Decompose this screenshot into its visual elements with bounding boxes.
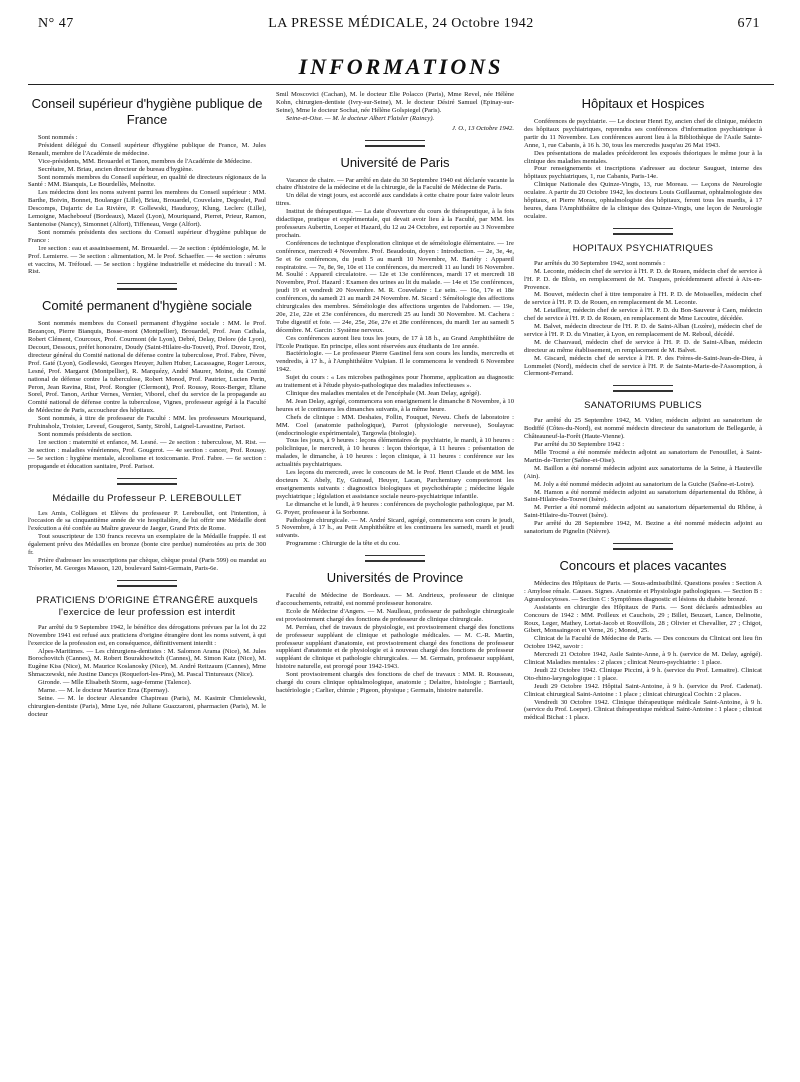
separator xyxy=(613,548,673,550)
paragraph: Les Amis, Collègues et Elèves du professeur P. Lereboullet, ont l'intention, à l'occasion de sa cinquantième année de vie hospitalière, de lui offrir une Médaille dont l'exécution a été confiée au Maître graveur de Jaeger, Grand Prix de Rome. xyxy=(28,509,266,533)
separator xyxy=(365,560,425,562)
section-title: HOPITAUX PSYCHIATRIQUES xyxy=(572,242,714,254)
paragraph: Jeudi 22 Octobre 1942. Clinique Piccini, à 9 h. (service du Prof. Lemaitre). Clinicat Oto-rhino-laryngologique : 1 place. xyxy=(524,666,762,682)
section-title: Conseil supérieur d'hygiène publique de France xyxy=(31,96,263,127)
separator xyxy=(117,288,177,290)
paragraph: Alpes-Maritimes. — Les chirurgiens-dentistes : M. Salomon Arama (Nice), M. Jules Borochovitch (Cannes), M. Robert Bourakhowitch (Cannes), M. Simon Katz (Nice), M. Eugène Kiss (Nice), M. Maurice Koslanosky (Nice), M. André Reitzaum (Cannes), Mme Shmaczewski, née Justine Dancys (Roquefort-les-Pins), M. Pascal Tintureaux (Nice). xyxy=(28,647,266,679)
journal-title: LA PRESSE MÉDICALE, 24 Octobre 1942 xyxy=(268,16,534,31)
paragraph: M. Jean Delay, agrégé, commencera son enseignement le dimanche 8 Novembre, à 10 heures et le continuera les dimanches suivants, à la même heure. xyxy=(276,397,514,413)
section-title: Concours et places vacantes xyxy=(559,557,727,573)
paragraph: 1re section : eau et assainissement, M. Brouardel. — 2e section : épidémiologie, M. le Prof. Lemierre. — 3e section : alimentation, M. le Prof. Schaeffer. — 4e section : sérums et vaccins, M. Tréfouel. — 5e section : hygiène industrielle et médecine du travail : M. Rist. xyxy=(28,244,266,276)
paragraph: Sont nommés présidents des sections du Conseil supérieur d'hygiène publique de France : xyxy=(28,228,266,244)
section-title: Universités de Province xyxy=(326,570,464,586)
separator xyxy=(613,385,673,386)
separator xyxy=(365,145,425,147)
separator xyxy=(613,228,673,229)
section-body xyxy=(28,320,266,470)
paragraph: Marne. — M. le docteur Maurice Erza (Epernay). xyxy=(38,687,170,695)
separator xyxy=(613,390,673,392)
paragraph: Tous les jours, à 9 heures : leçons élémentaires de psychiatrie, le mardi, à 10 heures : policlinique, le mercredi, à 10 heures : leçon théorique, à 11 heures : présentation de malades, le dimanche, à 10 heures : leçon clinique, à 11 heures : conférence sur les actualités psychiatriques. xyxy=(276,437,514,469)
paragraph: 1re section : maternité et enfance, M. Lesné. — 2e section : tuberculose, M. Rist. — 3e section : maladies vénériennes, Prof. Gougerot. — 4e section : cancer, Prof. Roussy. — 5e section : hygiène mentale, alcoolisme et toxicomanie. Prof. Fabre. — 6e section : propagande et éducation sanitaire, Prof. Parisot. xyxy=(28,438,266,470)
paragraph: Sont provisoirement chargés des fonctions de chef de travaux : MM. R. Rousseau, chargé du cours clinique ophtalmologique, anatomie ; Delaitre, histologie ; Barriault, bactériologie ; Carlier, chimie ; Pigeon, physique ; Germain, histoire naturelle. xyxy=(276,671,514,694)
paragraph: M. Perrier a été nommé médecin adjoint au sanatorium départemental du Rhône, à Saint-Hilaire-du-Touvet (Isère). xyxy=(524,504,762,520)
section-body xyxy=(276,177,514,549)
paragraph: Assistants en chirurgie des Hôpitaux de Paris. — Sont déclarés admissibles au Concours de 1942 : MM. Poilleux et Cauchois, 29 ; Billet, Beuzart, Lance, Delinotte, Roux, Leger, Mathey, Lortat-Jacob et Rouvillois, 28 ; Olivier et Chevallier, 27 ; Chigot, Gibert, Monsaingeon et Verne, 26 ; Monod, 25. xyxy=(524,603,762,635)
paragraph: Par arrêtés du 30 Septembre 1942, sont nommés : xyxy=(534,259,665,267)
paragraph: Clinique Nationale des Quinze-Vingts, 13, rue Moreau. — Leçons de Neurologie oculaire. A partir du 20 Octobre 1942, les docteurs Louis Guillaumat, ophtalmologiste des hôpitaux, et Pierre Morax, ophtalmologiste des hôpitaux, feront tous les mardis, à 17 heures, dans l'Amphithéâtre de la clinique des Quinze-Vingts, une leçon de Neurologie oculaire. xyxy=(524,181,762,220)
paragraph: Mercredi 21 Octobre 1942, Asile Sainte-Anne, à 9 h. (service de M. Delay, agrégé). Clinicat Maladies mentales : 2 places ; clinicat Neuro-psychiatrie : 1 place. xyxy=(524,651,762,667)
paragraph: M. Perréau, chef de travaux de physiologie, est provisoirement chargé des fonctions de professeur suppléant de clinique et pathologie médicales. — M. C.-R. Martin, professeur suppléant d'anatomie, est provisoirement chargé des fonctions de professeur suppléant d'anatomie et de physiologie et à nouveau chargé des fonctions de professeur suppléant de clinique et pathologie chirurgicales. — M. Germain, professeur suppléant, histoire naturelle, est prorogé pour 1942-1943. xyxy=(276,623,514,671)
paragraph: Institut de thérapeutique. — La date d'ouverture du cours de thérapeutique, à la fois didactique, pratique et expérimentale, qui devait avoir lieu à la Faculté, par MM. les professeurs Aubertin, Loeper et Hazard, du 12 au 24 Octobre, est reportée au 3 Novembre prochain. xyxy=(276,208,514,239)
separator xyxy=(613,233,673,235)
page-number: 671 xyxy=(737,16,760,31)
paragraph: M. Letailleur, médecin chef de service à l'H. P. D. du Bon-Sauveur à Caen, médecin chef de service à l'H. P. D. de Rouen, en remplacement de Mme Lecoutre, décédée. xyxy=(524,307,762,323)
paragraph: M. Hamon a été nommé médecin adjoint au sanatorium départemental du Rhône, à Saint-Hilaire-du-Touvet (Isère). xyxy=(524,488,762,504)
paragraph: Faculté de Médecine de Bordeaux. — M. Andrieux, professeur de clinique d'accouchements, retraité, est nommé professeur honoraire. xyxy=(276,592,514,608)
paragraph: Tout souscripteur de 130 francs recevra un exemplaire de la Médaille frappée. Il est également prévu des Médailles en bronze (bonte cire perdue) numérotées au prix de 300 fr. xyxy=(28,533,266,557)
paragraph: Jeudi 29 Octobre 1942. Hôpital Saint-Antoine, à 9 h. (service du Prof. Cadenat). Clinicat chirurgical Saint-Antoine : 1 place ; clinicat chirurgical Cochin : 2 places. xyxy=(524,682,762,698)
paragraph: Le dimanche et le lundi, à 9 heures : conférences de psychologie pathologique, par M. G. Poyer, professeur à la Sorbonne. xyxy=(276,500,514,516)
section-body xyxy=(524,260,762,379)
paragraph: Seine-et-Oise. — M. le docteur Albert Flaisler (Raincy). xyxy=(286,114,435,122)
paragraph: Sont nommés membres du Conseil permanent d'hygiène sociale : MM. le Prof. Bezançon, Pierre Bianquis, Bosse-mont (Montpellier), Brouardel, Prof. Jean Cathala, Robert Clément, Courcoux, Prof. Courmont (de Lyon), Debré, Delay, Delore (de Lyon), Decourt, Dessoux, préfet honoraire, Doudy (Saint-Hilaire-du-Touvet), Prof. Duvoir, Erot, directeur général du Comité national de défense contre la tuberculose, Prof. Fabre, Fèvre, Prof. Gaté (Lyon), Godlewski, Georges Heuyer, Julien Huber, Lacassagne, Roger Leroux, Lesné, Prof. Margarot (Montpellier), R. Marquézy, André Maurer, Moine, du Comité national de défense contre la tuberculose, Robert Monod, Prof. Pautrier, Lucien Perin, Peron, Jean Ravina, Rist, Prof. Rongier (Clermont), Prof. Roussy, Roux-Berger, Eliane Sorel, Prof. Tanon, Arthur Vernes, Vernier, Viborel, chef du service de la propagande au Comité national de défense contre la tuberculose, Vignes, professeur agrégé à la Faculté de Médecine de Paris, accoucheur des hôpitaux. xyxy=(28,320,266,415)
issue-number: N° 47 xyxy=(38,16,74,31)
paragraph: Bactériologie. — Le professeur Pierre Gastinel fera son cours les lundis, mercredis et vendredis, à 17 h., à l'Amphithéâtre Vulpian. Il le commencera le vendredi 6 Novembre 1942. xyxy=(276,350,514,374)
paragraph: Par arrêté du 28 Septembre 1942, M. Bezine a été nommé médecin adjoint au sanatorium de Pignelin (Nièvre). xyxy=(524,520,762,536)
paragraph: M. Giscard, médecin chef de service à l'H. P. des Frères-de-Saint-Jean-de-Dieu, à Lommelet (Nord), médecin chef de service à l'H. P. de Sainte-Marie-de-l'Assomption, à Clermont-Ferrand. xyxy=(524,354,762,378)
separator xyxy=(365,555,425,556)
paragraph: Pathologie chirurgicale. — M. André Sicard, agrégé, commencera son cours le jeudi, 5 Novembre, à 17 h., au Petit Amphithéâtre et les continuera les samedi, mardi et jeudi suivants. xyxy=(276,516,514,540)
paragraph: M. Balvet, médecin directeur de l'H. P. D. de Saint-Alban (Lozère), médecin chef de service à l'H. P. D. du Vinatier, à Lyon, en remplacement de M. Reboul, décédé. xyxy=(524,323,762,338)
paragraph: Par arrêté du 9 Septembre 1942, le bénéfice des dérogations prévues par la loi du 22 Novembre 1941 est refusé aux praticiens d'origine étrangère dont les noms suivent, à qui l'exercice de la profession est, en conséquence, définitivement interdit : xyxy=(28,623,266,647)
column-1 xyxy=(28,91,266,722)
separator xyxy=(117,283,177,284)
section-body xyxy=(276,592,514,695)
paragraph: Gironde. — Mlle Elisabeth Storm, sage-femme (Talence). xyxy=(38,679,192,687)
paragraph: Vacance de chaire. — Par arrêté en date du 30 Septembre 1940 est déclarée vacante la chaire d'histoire de la médecine et de la chirurgie, de la Faculté de Médecine de Paris. xyxy=(276,176,514,192)
paragraph: Clinicat de la Faculté de Médecine de Paris. — Des concours du Clinicat ont lieu fin Octobre 1942, savoir : xyxy=(524,635,762,651)
paragraph: Par arrêté du 25 Septembre 1942, M. Vidier, médecin adjoint au sanatorium de Bodiffé (Côtes-du-Nord), est nommé médecin directeur du sanatorium de Bellegarde, à Châteauneuf-la-Forêt (Haute-Vienne). xyxy=(524,417,762,441)
section-body xyxy=(28,624,266,719)
paragraph: M. Joly a été nommé médecin adjoint au sanatorium de la Guiche (Saône-et-Loire). xyxy=(534,480,755,488)
section-title: PRATICIENS D'ORIGINE ÉTRANGÈRE auxquels l'exercice de leur profession est interdit xyxy=(36,594,258,618)
section-title: SANATORIUMS PUBLICS xyxy=(584,400,702,412)
paragraph: Les leçons du mercredi, avec le concours de M. le Prof. Henri Claude et de MM. les docteurs X. Abely, Ey, Guiraud, Heuyer, Lacan, Parchemiuey comporteront les enseignements suivants : diagnostics biologiques et psychothérapie ; médecine légale psychiatrique ; législation et assistance sociale neuro-psychiatrique infantile. xyxy=(276,469,514,500)
paragraph: Secrétaire, M. Briau, ancien directeur de bureau d'hygiène. xyxy=(38,165,194,173)
section-title: Médaille du Professeur P. LEREBOULLET xyxy=(52,492,242,504)
column-3 xyxy=(524,91,762,722)
paragraph: Pour renseignements et inscriptions s'adresser au docteur Sauguet, interne des hôpitaux psychiatriques, 1, rue Cabanis, Paris-14e. xyxy=(524,165,762,181)
paragraph: Sujet du cours : « Les microbes pathogènes pour l'homme, application au diagnostic au traitement et à l'étude physio-pathologique des maladies infectieuses ». xyxy=(276,374,514,390)
paragraph: Médecins des Hôpitaux de Paris. — Sous-admissibilité. Questions posées : Section A : Amylose rénale. Causes. Signes. Anatomie et Physiologie pathologiques. — Section B : Agranulocytoses. — Section C : Symptômes diagnostic et lésions du diabète bronzé. xyxy=(524,579,762,603)
paragraph: Ces conférences auront lieu tous les jours, de 17 à 18 h., au Grand Amphithéâtre de l'Ecole Pratique. En principe, elles sont réservées aux étudiants de 1re année. xyxy=(276,334,514,350)
paragraph: Ecole de Médecine d'Angers. — M. Naulleau, professeur de pathologie chirurgicale est provisoirement chargé des fonctions de professeur de clinique chirurgicale. xyxy=(276,607,514,623)
paragraph: Vendredi 30 Octobre 1942. Clinique thérapeutique médicale Saint-Antoine, à 9 h. (service du Prof. Loeper). Clinicat thérapeutique médical Saint-Antoine : 1 place ; clinicat médical Bichat : 1 place. xyxy=(524,698,762,722)
separator xyxy=(117,483,177,485)
columns xyxy=(28,91,774,722)
separator xyxy=(365,140,425,141)
paragraph: M. Leconte, médecin chef de service à l'H. P. D. de Rouen, médecin chef de service à l'H. P. D. de Blois, en remplacement de M. Tusques, précédemment affecté à Aix-en-Provence. xyxy=(524,267,762,291)
section-body xyxy=(28,510,266,573)
separator xyxy=(117,585,177,587)
paragraph: Un délai de vingt jours, est accordé aux candidats à cette chaire pour faire valoir leurs titres. xyxy=(276,192,514,208)
separator xyxy=(117,580,177,581)
column-2 xyxy=(276,91,514,722)
separator xyxy=(117,478,177,479)
paragraph: Sont nommés présidents de section. xyxy=(38,431,133,438)
paragraph: Chefs de clinique : MM. Deshaies, Follin, Fouquet, Neveu. Chefs de laboratoire : MM. Coel (anatomie pathologique), Parrot (physiologie nerveuse), Soulayrac (endocrinologie expérimentale), Targowla (biologie). xyxy=(276,413,514,437)
paragraph: Conférences de technique d'exploration clinique et de séméiologie élémentaire. — 1re conférence, mercredi 4 Novembre. Prof. Beaudouin, doyen : Introduction. — 2e, 3e, 4e, 5e et 6e conférences, du jeudi 5 au mardi 10 Novembre, M. Bariéty : Appareil respiratoire. — 7e, 8e, 9e, 10e et 11e conférences, du mercredi 11 au lundi 16 Novembre. M. Soulié : Appareil circulatoire. — 12e et 13e conférences, mardi 17 et mercredi 18 Novembre, Prof. Hazard : Examen des urines au lit du malade. — 14e et 15e conférences, jeudi 19 et vendredi 20 Novembre. M. R. Couvelaire : Le sein. — 16e, 17e et 18e conférences, du samedi 21 au mardi 24 Novembre. M. Sicard : Séméiologie des affections chirurgicales des membres. Séméiologie des affections urgentes de l'abdomen. — 19e, 20e, 21e, 22e et 23e conférences, du mercredi 25 au lundi 30 Novembre. M. Cachera : Tube digestif et foie. — 24e, 25e, 26e, 27e et 28e conférences, du mardi 1er au samedi 5 décembre. M. Garcin : Système nerveux. xyxy=(276,239,514,334)
separator xyxy=(613,543,673,544)
section-banner: INFORMATIONS xyxy=(298,54,504,79)
paragraph: Par arrêté du 30 Septembre 1942 : xyxy=(534,441,625,449)
paragraph: Des présentations de malades précéderont les exposés théoriques le même jour à la clinique des maladies mentales. xyxy=(524,149,762,165)
paragraph: Sont nommés : xyxy=(38,134,78,141)
paragraph: Clinique des maladies mentales et de l'encéphale (M. Jean Delay, agrégé). xyxy=(286,390,482,397)
paragraph: Conférences de psychiatrie. — Le docteur Henri Ey, ancien chef de clinique, médecin des hôpitaux psychiatriques, reprendra ses conférences d'information psychiatrique à partir du 11 Novembre. Les conférences auront lieu à la Bibliothèque de l'Asile Sainte-Anne, 1, rue Cabanis, à 16 h. 30, tous les mercredis jusqu'au 26 Mai 1943. xyxy=(524,118,762,149)
paragraph: Mlle Trocmé a été nommée médecin adjoint au sanatorium de Fenouillet, à Saint-Martin-de-Terrier (Saône-et-Oise). xyxy=(524,449,762,464)
paragraph: Président délégué du Conseil supérieur d'hygiène publique de France, M. Jules Renault, membre de l'Académie de médecine. xyxy=(28,141,266,157)
paragraph: Programme : Chirurgie de la tête et du cou. xyxy=(286,540,400,548)
paragraph: Sont nommés membres du Conseil supérieur, en qualité de directeurs régionaux de la Santé : MM. Bianquis, Le Bourdellès, Melnotte. xyxy=(28,173,266,189)
source-signature: J. O., 13 Octobre 1942. xyxy=(451,124,514,132)
section-body xyxy=(524,118,762,221)
paragraph: Smil Moscovici (Cachan), M. le docteur Elie Polacco (Paris), Mme Revel, née Hélène Kohn, chirurgien-dentiste (Ivry-sur-Seine), M. le docteur Désiré Samuel (Epinay-sur-Seine), Mme le docteur Sochat, née Hélène Golspiegel (Paris). xyxy=(276,91,514,114)
section-body xyxy=(28,134,266,276)
banner-rule xyxy=(28,84,774,85)
running-header xyxy=(28,0,774,36)
paragraph: M. de Chauvaud, médecin chef de service à l'H. P. D. de Saint-Alban, médecin directeur au même établissement, en remplacement de M. Balvet. xyxy=(524,338,762,354)
section-title: Comité permanent d'hygiène sociale xyxy=(42,298,252,314)
section-title: Hôpitaux et Hospices xyxy=(581,96,705,111)
paragraph: M. Baillon a été nommé médecin adjoint aux sanatoriums de la Seine, à Hauteville (Ain). xyxy=(524,464,762,480)
paragraph: Vice-présidents, MM. Brouardel et Tanon, membres de l'Académie de Médecine. xyxy=(38,157,252,165)
paragraph: Sont nommés, à titre de professeur de Faculté : MM. les professeurs Mouriquand, Fruhinsholz, Troisier, Leveuf, Gougerot, Santy, Strohl, Laignel-Lavastine, Parisot. xyxy=(28,415,266,431)
paragraph: Prière d'adresser les souscriptions par chèque, chèque postal (Paris 599) ou mandat au Trésorier, M. Georges Masson, 120, boulevard Saint-Germain, Paris-6e. xyxy=(28,556,266,572)
section-body xyxy=(524,417,762,536)
paragraph: M. Bouvet, médecin chef à titre temporaire à l'H. P. D. de Moisselles, médecin chef de service à l'H. P. D. de Rouen, en remplacement de M. Leconte. xyxy=(524,291,762,307)
section-body xyxy=(524,580,762,722)
paragraph: Seine. — M. le docteur Alexandre Chapireau (Paris), M. Kasimir Chmielewski, chirurgien-dentiste (Paris), Mme Lye, née Juliane Guazzaroni, pharmacien (Paris), M. le docteur xyxy=(28,694,266,718)
section-title: Université de Paris xyxy=(340,154,450,170)
paragraph: Les médecins dont les noms suivent parmi les membres du Conseil supérieur : MM. Barthe, Boivin, Bonnet, Boulanger (Lille), Briau, Brouardel, Couvelaire, Degoulet, Paul Descomps, Dujarric de La Rivière, P. Gollewski, Hauduroy, Klung, Leclerc (Lille), Lemoigne, Macheboeuf (Bordeaux), Mazel (Lyon), Mouriquand, Pierret, Prieur, Ramon, Santenoise (Nancy), Simonnet (Alfort), Tiffeneau, Verge (Alfort). xyxy=(28,189,266,228)
